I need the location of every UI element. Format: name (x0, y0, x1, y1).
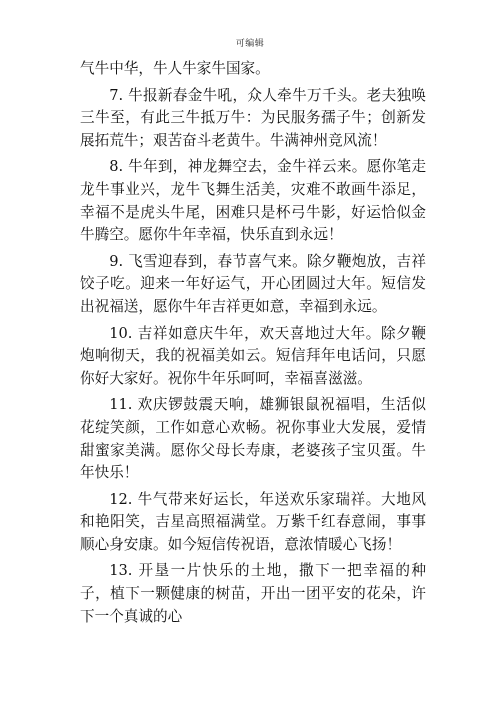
paragraph-10: 10. 吉祥如意庆牛年，欢天喜地过大年。除夕鞭炮响彻天，我的祝福美如云。短信拜年电话问，只愿你好大家好。祝你牛年乐呵呵，幸福喜滋滋。 (80, 324, 426, 387)
paragraph-11: 11. 欢庆锣鼓震天响，雄狮银鼠祝福唱，生活似花绽笑颜，工作如意心欢畅。祝你事业大发展，爱情甜蜜家美满。愿你父母长寿康，老婆孩子宝贝蛋。牛年快乐！ (80, 396, 426, 482)
document-body (80, 58, 426, 632)
paragraph-7: 7. 牛报新春金牛吼，众人牵牛万千头。老夫独唤三牛至，有此三牛抵万牛：为民服务孺子牛；创新发展拓荒牛；艰苦奋斗老黄牛。牛满神州竞风流！ (80, 86, 426, 149)
paragraph-9: 9. 飞雪迎春到，春节喜气来。除夕鞭炮放，吉祥饺子吃。迎来一年好运气，开心团圆过大年。短信发出祝福送，愿你牛年吉祥更如意，幸福到永远。 (80, 252, 426, 315)
paragraph-13: 13. 开垦一片快乐的土地，撒下一把幸福的种子，植下一颗健康的树苗，开出一团平安的花朵，许下一个真诚的心 (80, 562, 426, 625)
page-header: 可编辑 (235, 39, 265, 49)
paragraph-12: 12. 牛气带来好运长，年送欢乐家瑞祥。大地风和艳阳笑，吉星高照福满堂。万紫千红春意闹，事事顺心身安康。如今短信传祝语，意浓情暖心飞扬！ (80, 490, 426, 553)
paragraph-8: 8. 牛年到，神龙舞空去，金牛祥云来。愿你笔走龙牛事业兴，龙牛飞舞生活美，灾难不敢画牛添足，幸福不是虎头牛尾，困难只是杯弓牛影，好运恰似金牛腾空。愿你牛年幸福，快乐直到永远！ (80, 158, 426, 244)
paragraph-continuation: 气牛中华，牛人牛家牛国家。 (80, 60, 270, 77)
